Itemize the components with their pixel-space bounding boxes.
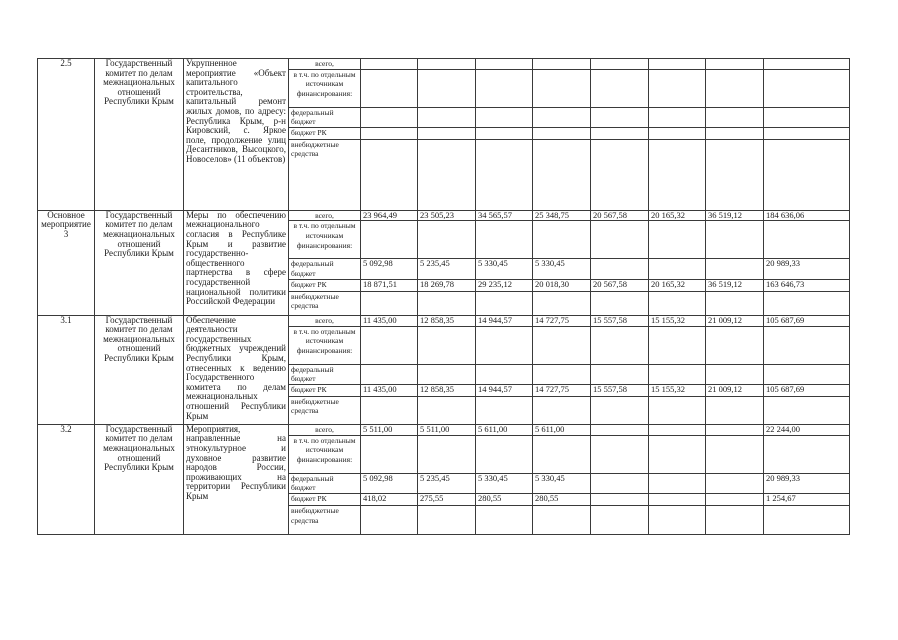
funding-source-label: внебюджетные средства [289, 505, 361, 534]
funding-value-cell [418, 435, 476, 473]
funding-value-cell: 25 348,75 [533, 210, 591, 221]
funding-value-cell [706, 396, 764, 424]
funding-value-cell [649, 139, 706, 210]
funding-value-cell: 5 092,98 [361, 473, 418, 493]
responsible-executor-cell [95, 424, 184, 534]
funding-value-cell [361, 435, 418, 473]
funding-value-cell [706, 291, 764, 315]
funding-value-cell [591, 326, 649, 364]
row-number: 3.1 [60, 315, 72, 325]
funding-value-cell [591, 291, 649, 315]
funding-value-cell [533, 505, 591, 534]
funding-value-cell: 280,55 [533, 493, 591, 505]
row-number-cell [38, 315, 95, 424]
financing-table [37, 58, 850, 535]
funding-value-cell [361, 221, 418, 259]
funding-value-cell [591, 364, 649, 384]
funding-value-cell: 20 989,33 [764, 259, 850, 279]
funding-value-cell [361, 396, 418, 424]
funding-source-label: в т.ч. по отдельным источникам финансирования: [289, 435, 361, 473]
funding-value-cell [649, 473, 706, 493]
funding-value-cell [591, 435, 649, 473]
funding-value-cell [591, 139, 649, 210]
funding-value-cell [361, 505, 418, 534]
funding-value-cell: 20 018,30 [533, 279, 591, 291]
event-description-cell [184, 210, 289, 315]
funding-value-cell [649, 127, 706, 139]
funding-source-label: федеральный бюджет [289, 259, 361, 279]
funding-value-cell: 36 519,12 [706, 210, 764, 221]
funding-value-cell [476, 291, 533, 315]
funding-value-cell: 418,02 [361, 493, 418, 505]
funding-value-cell [706, 59, 764, 70]
funding-value-cell [764, 69, 850, 107]
funding-source-label: всего, [289, 210, 361, 221]
funding-value-cell: 11 435,00 [361, 384, 418, 396]
row-number: Основное мероприятие 3 [41, 210, 91, 239]
funding-value-cell [418, 364, 476, 384]
funding-source-label: внебюджетные средства [289, 291, 361, 315]
funding-value-cell [706, 505, 764, 534]
funding-value-cell [533, 127, 591, 139]
funding-value-cell: 15 155,32 [649, 384, 706, 396]
funding-value-cell [591, 473, 649, 493]
funding-value-cell [649, 326, 706, 364]
responsible-executor-cell [95, 59, 184, 211]
funding-source-label: внебюджетные средства [289, 139, 361, 210]
funding-value-cell: 20 567,58 [591, 279, 649, 291]
funding-value-cell [649, 364, 706, 384]
funding-value-cell [649, 505, 706, 534]
funding-value-cell [476, 127, 533, 139]
event-description: Укрупненное мероприятие «Объект капитального строительства, капитальный ремонт жилых домов, по адресу: Республика Крым, р-н Кировский, с. Яркое поле, продолжение улиц Десантников, Высоцкого, Новоселов» (11 объектов) [186, 58, 286, 164]
funding-value-cell [649, 435, 706, 473]
funding-value-cell: 21 009,12 [706, 384, 764, 396]
responsible-executor-cell [95, 210, 184, 315]
funding-value-cell [418, 59, 476, 70]
funding-value-cell: 20 165,32 [649, 210, 706, 221]
funding-value-cell [361, 326, 418, 364]
funding-value-cell [764, 396, 850, 424]
funding-value-cell [649, 259, 706, 279]
funding-value-cell [764, 505, 850, 534]
row-number-cell [38, 59, 95, 211]
funding-value-cell [476, 435, 533, 473]
funding-value-cell [418, 127, 476, 139]
funding-value-cell [649, 107, 706, 127]
funding-value-cell: 21 009,12 [706, 315, 764, 326]
funding-value-cell: 18 269,78 [418, 279, 476, 291]
funding-value-cell: 5 235,45 [418, 473, 476, 493]
funding-value-cell: 5 611,00 [476, 424, 533, 435]
event-description-cell [184, 424, 289, 534]
funding-value-cell [533, 139, 591, 210]
funding-value-cell [476, 69, 533, 107]
event-description: Мероприятия, направленные на этнокультурное и духовное развитие народов России, проживающих на территории Республики Крым [186, 424, 286, 501]
funding-value-cell [649, 59, 706, 70]
funding-value-cell [706, 127, 764, 139]
funding-value-cell [533, 435, 591, 473]
funding-value-cell: 23 505,23 [418, 210, 476, 221]
funding-value-cell: 15 557,58 [591, 315, 649, 326]
row-number: 3.2 [60, 424, 72, 434]
funding-value-cell: 5 235,45 [418, 259, 476, 279]
funding-value-cell: 5 330,45 [533, 259, 591, 279]
funding-value-cell: 11 435,00 [361, 315, 418, 326]
funding-value-cell [706, 107, 764, 127]
responsible-executor: Государственный комитет по делам межнациональных отношений Республики Крым [103, 315, 175, 363]
funding-value-cell [361, 291, 418, 315]
funding-value-cell: 36 519,12 [706, 279, 764, 291]
funding-value-cell [476, 396, 533, 424]
section-3-1-row-total [38, 315, 850, 326]
funding-value-cell: 1 254,67 [764, 493, 850, 505]
funding-value-cell [764, 139, 850, 210]
funding-value-cell [706, 493, 764, 505]
funding-value-cell: 14 727,75 [533, 384, 591, 396]
funding-value-cell: 15 155,32 [649, 315, 706, 326]
funding-value-cell [764, 364, 850, 384]
funding-value-cell [418, 291, 476, 315]
funding-value-cell [706, 326, 764, 364]
funding-value-cell [649, 424, 706, 435]
funding-value-cell [591, 107, 649, 127]
funding-value-cell [706, 473, 764, 493]
funding-source-label: бюджет РК [289, 493, 361, 505]
responsible-executor-cell [95, 315, 184, 424]
funding-value-cell: 280,55 [476, 493, 533, 505]
funding-value-cell [418, 221, 476, 259]
funding-source-label: федеральный бюджет [289, 107, 361, 127]
funding-value-cell [764, 435, 850, 473]
section-2-5-row-total [38, 59, 850, 70]
funding-source-label: в т.ч. по отдельным источникам финансирования: [289, 69, 361, 107]
event-description-cell [184, 59, 289, 211]
funding-value-cell: 5 330,45 [476, 259, 533, 279]
funding-value-cell [649, 396, 706, 424]
funding-value-cell [591, 127, 649, 139]
funding-value-cell: 105 687,69 [764, 384, 850, 396]
funding-source-label: всего, [289, 59, 361, 70]
funding-value-cell [476, 221, 533, 259]
funding-value-cell [706, 435, 764, 473]
section-main-event-3-row-total [38, 210, 850, 221]
funding-value-cell [418, 505, 476, 534]
funding-value-cell: 29 235,12 [476, 279, 533, 291]
funding-value-cell: 14 727,75 [533, 315, 591, 326]
funding-value-cell [706, 69, 764, 107]
funding-value-cell [476, 107, 533, 127]
funding-value-cell [418, 69, 476, 107]
funding-value-cell: 12 858,35 [418, 315, 476, 326]
funding-value-cell [591, 396, 649, 424]
funding-value-cell: 5 611,00 [533, 424, 591, 435]
event-description: Обеспечение деятельности государственных бюджетных учреждений Республики Крым, отнесенных к ведению Государственного комитета по делам межнациональных отношений Республики Крым [186, 315, 286, 421]
funding-value-cell: 5 511,00 [361, 424, 418, 435]
funding-value-cell: 15 557,58 [591, 384, 649, 396]
event-description: Меры по обеспечению межнационального согласия в Республике Крым и развитие государственно-общественного партнерства в сфере государственной национальной политики Российской Федерации [186, 210, 286, 307]
funding-value-cell: 20 165,32 [649, 279, 706, 291]
funding-source-label: всего, [289, 315, 361, 326]
funding-value-cell [764, 127, 850, 139]
funding-value-cell [533, 221, 591, 259]
funding-value-cell [649, 493, 706, 505]
funding-value-cell [418, 139, 476, 210]
funding-value-cell [533, 291, 591, 315]
funding-value-cell [361, 364, 418, 384]
funding-value-cell [706, 364, 764, 384]
responsible-executor: Государственный комитет по делам межнациональных отношений Республики Крым [103, 58, 175, 107]
funding-value-cell: 23 964,49 [361, 210, 418, 221]
funding-value-cell [476, 59, 533, 70]
funding-value-cell [476, 364, 533, 384]
funding-value-cell: 18 871,51 [361, 279, 418, 291]
funding-value-cell: 5 092,98 [361, 259, 418, 279]
funding-value-cell: 22 244,00 [764, 424, 850, 435]
funding-value-cell [706, 221, 764, 259]
funding-value-cell [533, 59, 591, 70]
funding-value-cell: 20 989,33 [764, 473, 850, 493]
funding-value-cell: 14 944,57 [476, 384, 533, 396]
funding-value-cell [361, 127, 418, 139]
funding-value-cell [476, 139, 533, 210]
funding-value-cell [764, 221, 850, 259]
funding-value-cell [591, 221, 649, 259]
funding-value-cell [591, 259, 649, 279]
funding-source-label: всего, [289, 424, 361, 435]
funding-value-cell [649, 69, 706, 107]
funding-value-cell: 5 330,45 [476, 473, 533, 493]
funding-source-label: в т.ч. по отдельным источникам финансирования: [289, 221, 361, 259]
funding-source-label: бюджет РК [289, 279, 361, 291]
event-description-cell [184, 315, 289, 424]
funding-value-cell: 34 565,57 [476, 210, 533, 221]
funding-value-cell [591, 424, 649, 435]
funding-value-cell [706, 424, 764, 435]
funding-source-label: федеральный бюджет [289, 364, 361, 384]
funding-value-cell [476, 505, 533, 534]
funding-source-label: в т.ч. по отдельным источникам финансирования: [289, 326, 361, 364]
responsible-executor: Государственный комитет по делам межнациональных отношений Республики Крым [103, 210, 175, 259]
funding-value-cell [361, 69, 418, 107]
funding-source-label: бюджет РК [289, 384, 361, 396]
funding-source-label: внебюджетные средства [289, 396, 361, 424]
funding-value-cell: 184 636,06 [764, 210, 850, 221]
funding-value-cell [649, 291, 706, 315]
funding-value-cell [533, 69, 591, 107]
funding-value-cell: 163 646,73 [764, 279, 850, 291]
funding-value-cell: 14 944,57 [476, 315, 533, 326]
funding-value-cell [533, 326, 591, 364]
row-number-cell [38, 424, 95, 534]
funding-value-cell: 20 567,58 [591, 210, 649, 221]
funding-value-cell [476, 326, 533, 364]
funding-value-cell [361, 139, 418, 210]
funding-value-cell [706, 139, 764, 210]
funding-source-label: бюджет РК [289, 127, 361, 139]
funding-value-cell [764, 326, 850, 364]
funding-value-cell [591, 59, 649, 70]
funding-value-cell [591, 69, 649, 107]
funding-value-cell [764, 291, 850, 315]
funding-value-cell [764, 59, 850, 70]
funding-value-cell [533, 107, 591, 127]
funding-value-cell [418, 326, 476, 364]
section-3-2-row-total [38, 424, 850, 435]
funding-value-cell [706, 259, 764, 279]
table-body [38, 59, 850, 535]
funding-value-cell [361, 59, 418, 70]
funding-value-cell: 275,55 [418, 493, 476, 505]
funding-value-cell: 5 330,45 [533, 473, 591, 493]
funding-value-cell [591, 505, 649, 534]
responsible-executor: Государственный комитет по делам межнациональных отношений Республики Крым [103, 424, 175, 473]
funding-value-cell [533, 364, 591, 384]
funding-value-cell: 12 858,35 [418, 384, 476, 396]
funding-value-cell [418, 396, 476, 424]
row-number: 2.5 [60, 58, 72, 68]
funding-value-cell: 105 687,69 [764, 315, 850, 326]
funding-value-cell [418, 107, 476, 127]
funding-value-cell: 5 511,00 [418, 424, 476, 435]
funding-value-cell [361, 107, 418, 127]
funding-value-cell [533, 396, 591, 424]
funding-value-cell [649, 221, 706, 259]
funding-value-cell [591, 493, 649, 505]
funding-value-cell [764, 107, 850, 127]
row-number-cell [38, 210, 95, 315]
funding-source-label: федеральный бюджет [289, 473, 361, 493]
